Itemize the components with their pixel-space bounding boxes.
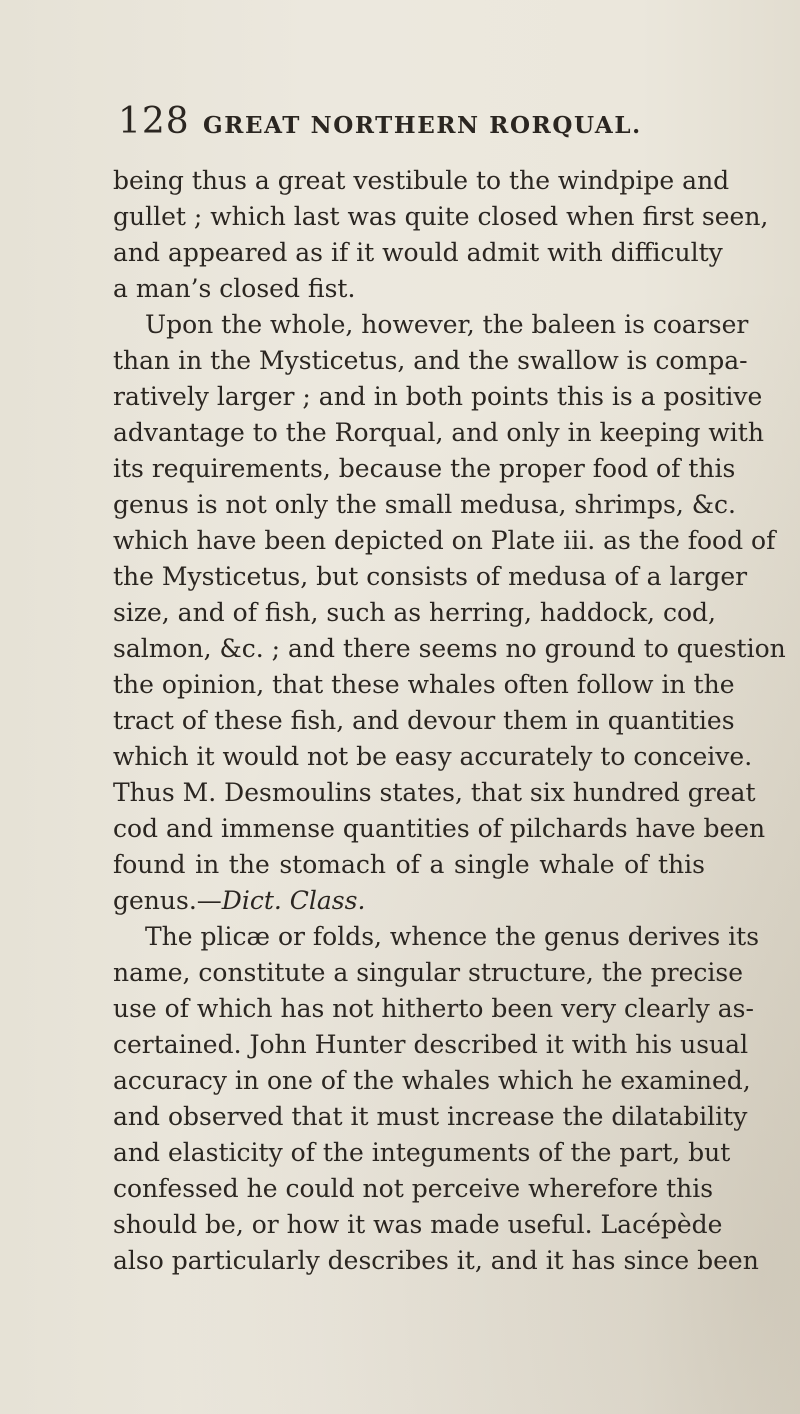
text-line: being thus a great vestibule to the windpipe and [113,166,730,195]
text-line: salmon, &c. ; and there seems no ground to question [113,634,786,663]
text-fragment: genus.— [113,886,222,915]
text-line: and appeared as if it would admit with difficulty [113,238,723,267]
text-line: ratively larger ; and in both points this is a positive [113,382,763,411]
text-line: accuracy in one of the whales which he examined, [113,1066,751,1095]
text-line: its requirements, because the proper food of this [113,454,736,483]
text-line: genus is not only the small medusa, shrimps, &c. [113,490,736,519]
text-line: confessed he could not perceive wherefore this [113,1174,714,1203]
text-line [113,883,705,919]
text-line: also particularly describes it, and it has since been [113,1246,759,1275]
citation: Dict. Class. [221,886,366,915]
text-line: name, constitute a singular structure, the precise [113,958,744,987]
text-line: tract of these fish, and devour them in quantities [113,706,735,735]
text-line: and observed that it must increase the dilatability [113,1102,748,1131]
text-line: The plicæ or folds, whence the genus derives its [145,922,760,951]
text-line: the opinion, that these whales often follow in the [113,670,735,699]
text-line: found in the stomach of a single whale of this [113,850,705,879]
text-line: use of which has not hitherto been very clearly as- [113,994,754,1023]
text-line: gullet ; which last was quite closed when first seen, [113,202,769,231]
text-line: cod and immense quantities of pilchards have been [113,814,766,843]
page-header [0,102,800,152]
page-number: 128 [118,101,190,142]
text-line: a man’s closed fist. [113,274,356,303]
text-line: certained. John Hunter described it with his usual [113,1030,749,1059]
running-head: GREAT NORTHERN RORQUAL. [203,112,642,139]
body-text [113,163,786,1279]
text-line: Thus M. Desmoulins states, that six hundred great [113,778,756,807]
text-line: which it would not be easy accurately to conceive. [113,742,753,771]
text-line: and elasticity of the integuments of the part, but [113,1138,731,1167]
text-line: which have been depicted on Plate iii. as the food of [113,526,776,555]
text-line: size, and of fish, such as herring, haddock, cod, [113,598,716,627]
text-line: advantage to the Rorqual, and only in keeping with [113,418,764,447]
text-line: Upon the whole, however, the baleen is coarser [145,310,749,339]
text-line: should be, or how it was made useful. Lacépède [113,1210,723,1239]
text-line: than in the Mysticetus, and the swallow is compa- [113,346,748,375]
text-line: the Mysticetus, but consists of medusa of a larger [113,562,748,591]
